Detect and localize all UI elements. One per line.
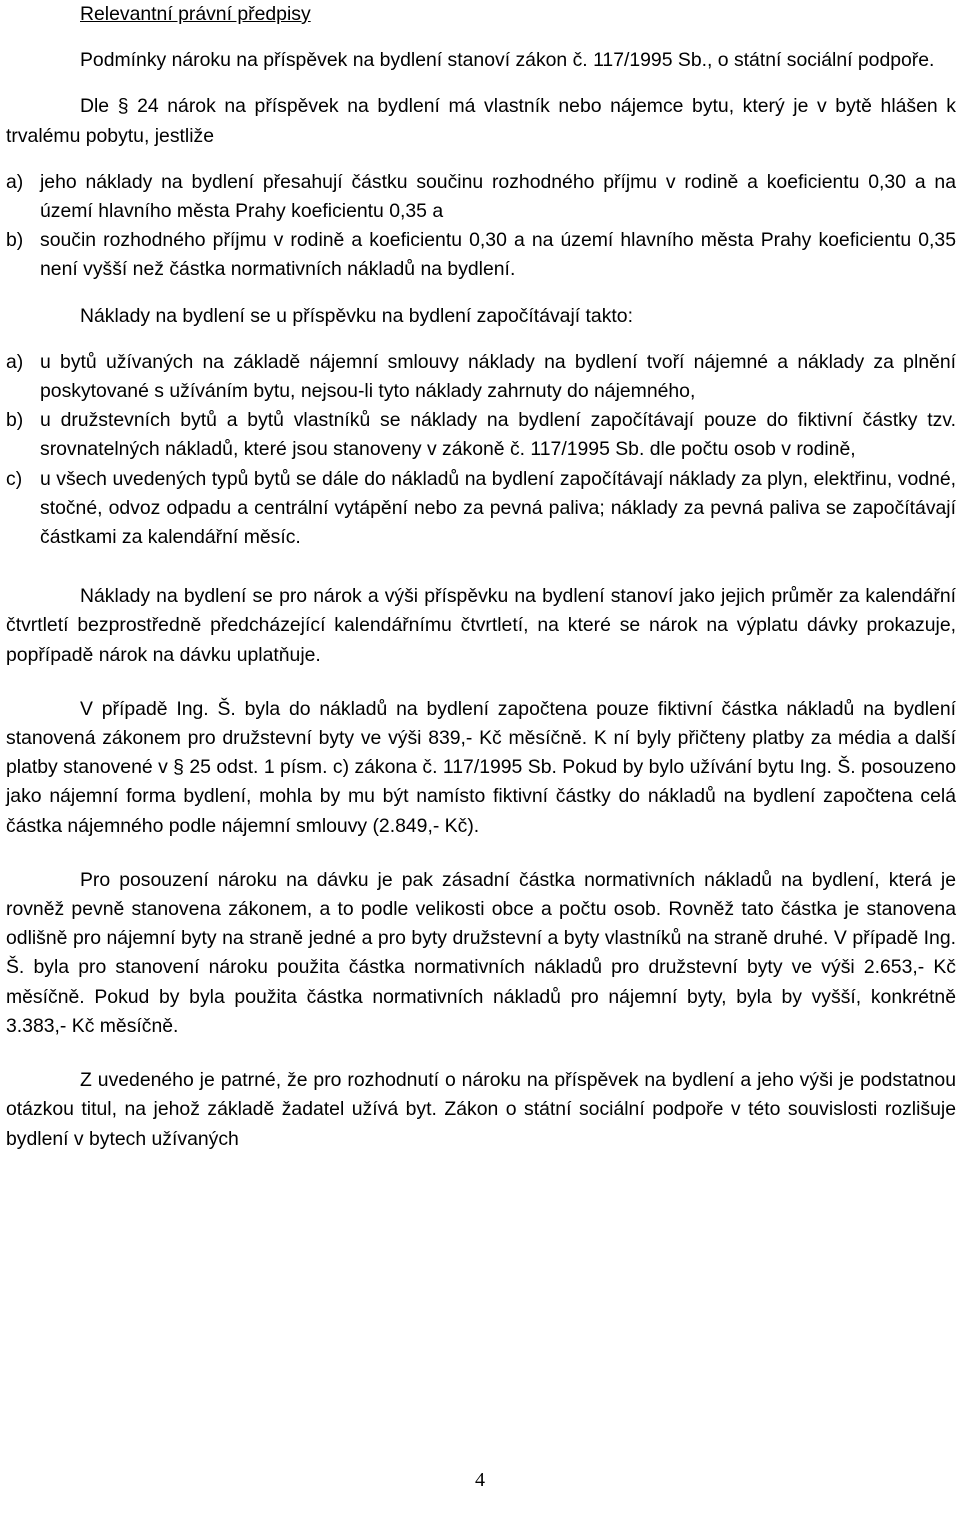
spacer: [6, 331, 956, 348]
body-paragraph-normative: Pro posouzení nároku na dávku je pak zásadní částka normativních nákladů na bydlení, která je rovněž pevně stanovena zákonem, a to podle velikosti obce a počtu osob. Rovněž tato částka je stanovena odlišně pro nájemní byty na straně jedné a pro byty družstevní a byty vlastníků na straně druhé. V případě Ing. Š. byla pro stanovení nároku použita částka normativních nákladů pro družstevní byty ve výši 2.653,- Kč měsíčně. Pokud by byla použita částka normativních nákladů pro nájemní byty, byla by vyšší, konkrétně 3.383,- Kč měsíčně.: [6, 868, 956, 1037]
list-item-text: u všech uvedených typů bytů se dále do nákladů na bydlení započítávají náklady za plyn, elektřinu, vodné, stočné, odvoz odpadu a centrální vytápění nebo za pevná paliva; náklady za pevná paliva se započítávají částkami za kalendářní měsíc.: [40, 467, 956, 549]
costs-lead: Náklady na bydlení se u příspěvku na bydlení započítávají takto:: [80, 304, 633, 327]
list-item-text: jeho náklady na bydlení přesahují částku součinu rozhodného příjmu v rodině a koeficientu 0,30 a na území hlavního města Prahy koeficientu 0,35 a: [40, 170, 956, 223]
section24-lead: Dle § 24 nárok na příspěvek na bydlení má vlastník nebo nájemce bytu, který je v bytě hlášen k trvalému pobytu, jestliže: [6, 95, 956, 147]
spacer: [6, 670, 956, 695]
list-marker: c): [6, 467, 23, 490]
cost-item-c: [6, 465, 956, 553]
intro-paragraph: Podmínky nároku na příspěvek na bydlení stanoví zákon č. 117/1995 Sb., o státní sociální podpoře.: [80, 49, 935, 72]
spacer: [6, 1041, 956, 1066]
spacer: [6, 29, 956, 46]
spacer: [6, 552, 956, 582]
cost-item-a: [6, 348, 956, 406]
list-item-text: u bytů užívaných na základě nájemní smlouvy náklady na bydlení tvoří nájemné a náklady za plnění poskytované s užíváním bytu, nejsou-li tyto náklady zahrnuty do nájemného,: [40, 350, 956, 403]
list-item-text: součin rozhodného příjmu v rodině a koeficientu 0,30 a na území hlavního města Prahy koeficientu 0,35 není vyšší než částka normativních nákladů na bydlení.: [40, 229, 956, 281]
list-marker: a): [6, 350, 24, 373]
document-body: [6, 0, 956, 1154]
condition-item-a: [6, 168, 956, 226]
list-marker: b): [6, 229, 24, 252]
section-heading: Relevantní právní předpisy: [80, 3, 311, 25]
spacer: [6, 841, 956, 866]
list-marker: b): [6, 409, 24, 432]
list-item-text: u družstevních bytů a bytů vlastníků se náklady na bydlení započítávají pouze do fiktivní částky tzv. srovnatelných nákladů, které jsou stanoveny v zákoně č. 117/1995 Sb. dle počtu osob v rodině,: [40, 409, 956, 461]
spacer: [6, 75, 956, 92]
condition-item-b: [6, 226, 956, 284]
page-number: 4: [475, 1469, 485, 1491]
body-paragraph-average: Náklady na bydlení se pro nárok a výši příspěvku na bydlení stanoví jako jejich průměr za kalendářní čtvrtletí bezprostředně předcházející kalendářnímu čtvrtletí, na které se nárok na výplatu dávky prokazuje, popřípadě nárok na dávku uplatňuje.: [6, 585, 956, 666]
body-paragraph-case: V případě Ing. Š. byla do nákladů na bydlení započtena pouze fiktivní částka nákladů na bydlení stanovená zákonem pro družstevní byty ve výši 839,- Kč měsíčně. K ní byly přičteny platby za média a další platby stanovené v § 25 odst. 1 písm. c) zákona č. 117/1995 Sb. Pokud by bylo užívání bytu Ing. Š. posouzeno jako nájemní forma bydlení, mohla by mu být namísto fiktivní částky do nákladů na bydlení započtena celá částka nájemného podle nájemní smlouvy (2.849,- Kč).: [6, 697, 956, 837]
list-marker: a): [6, 170, 24, 193]
cost-item-b: [6, 406, 956, 464]
spacer: [6, 285, 956, 302]
body-paragraph-conclusion: Z uvedeného je patrné, že pro rozhodnutí o nároku na příspěvek na bydlení a jeho výši je podstatnou otázkou titul, na jehož základě žadatel užívá byt. Zákon o státní sociální podpoře v této souvislosti rozlišuje bydlení v bytech užívaných: [6, 1069, 956, 1150]
spacer: [6, 151, 956, 168]
